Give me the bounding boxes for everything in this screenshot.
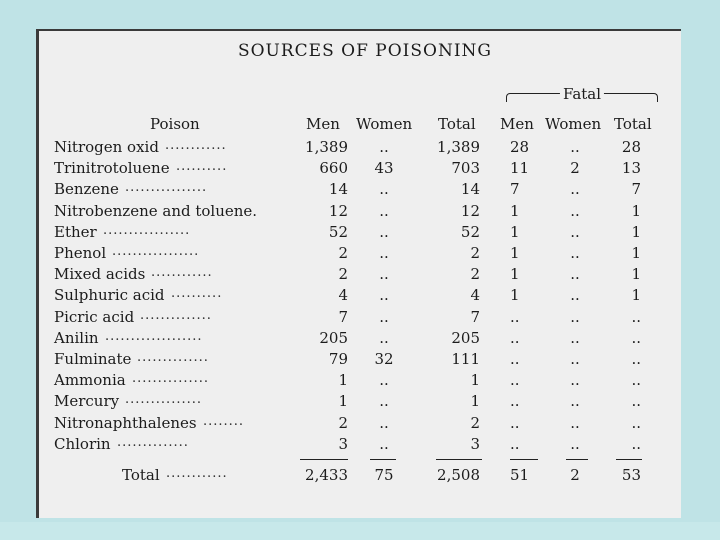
table-row — [0, 202, 680, 222]
row-leader-dots: ................ — [125, 180, 208, 196]
row-fatal-total: .. — [631, 434, 641, 453]
row-women: .. — [379, 328, 389, 347]
row-women: .. — [379, 244, 389, 262]
row-fatal-men: .. — [510, 371, 520, 390]
row-men: 14 — [328, 180, 348, 199]
row-leader-dots: .............. — [137, 350, 209, 365]
row-women: .. — [379, 180, 389, 199]
row-total: 111 — [451, 350, 480, 368]
row-total: 4 — [470, 286, 480, 305]
row-women: .. — [379, 201, 389, 220]
table-row — [0, 180, 680, 200]
row-fatal-total: 1 — [631, 244, 641, 262]
row-total: 14 — [460, 180, 480, 199]
row-fatal-men: 1 — [510, 244, 520, 262]
row-poison-name: Mercury — [54, 392, 120, 411]
row-men: 79 — [328, 350, 348, 368]
row-poison-name: Nitronaphthalenes — [54, 413, 197, 432]
row-fatal-women: .. — [570, 371, 580, 390]
table-row — [0, 371, 680, 391]
table-row — [0, 223, 680, 243]
row-fatal-women: .. — [570, 222, 580, 241]
row-total: 2 — [470, 244, 480, 262]
row-fatal-women: .. — [570, 392, 580, 411]
row-fatal-men: .. — [510, 413, 520, 432]
table-row — [0, 329, 680, 349]
row-men: 2 — [338, 413, 348, 432]
row-women: .. — [379, 286, 389, 305]
row-fatal-men: 1 — [510, 286, 520, 305]
rule-fatal-total — [616, 459, 642, 460]
row-women: .. — [379, 392, 389, 411]
header-poison: Poison — [150, 115, 200, 133]
row-poison-name: Ether — [54, 222, 97, 241]
row-fatal-women: .. — [570, 413, 580, 432]
totals-fatal-men: 51 — [510, 466, 530, 484]
row-fatal-total: 13 — [621, 159, 641, 178]
row-total: 1 — [470, 392, 480, 411]
header-fatal-women: Women — [545, 115, 602, 133]
row-leader-dots: .............. — [117, 434, 189, 450]
row-leader-dots: ................... — [105, 328, 203, 344]
row-fatal-men: 1 — [510, 201, 520, 220]
row-fatal-total: 1 — [631, 201, 641, 220]
row-women: .. — [379, 413, 389, 432]
row-leader-dots: ............... — [125, 392, 202, 408]
row-fatal-men: 11 — [510, 159, 530, 178]
header-men: Men — [306, 115, 340, 133]
row-fatal-total: .. — [631, 371, 641, 390]
totals-women: 75 — [374, 466, 394, 484]
totals-men: 2,433 — [305, 466, 348, 484]
row-total: 703 — [451, 159, 480, 178]
row-fatal-total: 1 — [631, 222, 641, 241]
row-women: .. — [379, 434, 389, 453]
row-men: 205 — [319, 328, 348, 347]
table-row — [0, 308, 680, 328]
row-women: .. — [379, 222, 389, 241]
header-women: Women — [356, 115, 413, 133]
header-fatal-total: Total — [614, 115, 652, 133]
rule-women — [370, 459, 396, 460]
row-women: .. — [379, 138, 389, 156]
row-women: 43 — [374, 159, 394, 178]
row-poison-name: Picric acid — [54, 307, 135, 326]
rule-fatal-men — [510, 459, 538, 460]
row-men: 52 — [328, 222, 348, 241]
row-total: 7 — [470, 307, 480, 326]
row-men: 7 — [338, 307, 348, 326]
row-leader-dots: .............. — [140, 307, 212, 323]
row-total: 2 — [470, 265, 480, 284]
header-fatal: Fatal — [560, 85, 604, 103]
row-fatal-women: .. — [570, 350, 580, 368]
row-women: .. — [379, 371, 389, 390]
row-fatal-men: 28 — [510, 138, 530, 156]
row-total: 12 — [460, 201, 480, 220]
row-poison-name: Benzene — [54, 180, 119, 199]
row-poison-name: Trinitrotoluene — [54, 159, 170, 178]
totals-fatal-women: 2 — [570, 466, 580, 484]
table-row — [0, 244, 680, 264]
fatal-group-header — [506, 85, 658, 101]
totals-total: 2,508 — [437, 466, 480, 484]
table-row — [0, 392, 680, 412]
row-fatal-total: 7 — [631, 180, 641, 199]
row-fatal-men: .. — [510, 350, 520, 368]
row-men: 660 — [319, 159, 348, 178]
row-fatal-women: .. — [570, 244, 580, 262]
row-fatal-men: .. — [510, 434, 520, 453]
rule-fatal-women — [566, 459, 588, 460]
row-fatal-total: 28 — [621, 138, 641, 156]
row-leader-dots: ................. — [103, 222, 191, 238]
row-fatal-women: .. — [570, 201, 580, 220]
row-fatal-women: .. — [570, 138, 580, 156]
row-leader-dots: .......... — [176, 159, 228, 175]
table-row — [0, 435, 680, 455]
row-fatal-men: 7 — [510, 180, 520, 199]
row-fatal-men: .. — [510, 328, 520, 347]
table-row — [0, 138, 680, 158]
row-leader-dots: ................. — [112, 244, 200, 259]
row-fatal-total: .. — [631, 350, 641, 368]
row-fatal-women: .. — [570, 307, 580, 326]
row-total: 52 — [460, 222, 480, 241]
row-fatal-women: .. — [570, 434, 580, 453]
row-men: 1 — [338, 371, 348, 390]
row-fatal-total: .. — [631, 328, 641, 347]
row-fatal-men: .. — [510, 392, 520, 411]
row-total: 3 — [470, 434, 480, 453]
row-fatal-total: .. — [631, 307, 641, 326]
row-fatal-men: 1 — [510, 265, 520, 284]
row-leader-dots: ............... — [132, 371, 209, 387]
row-men: 2 — [338, 265, 348, 284]
row-fatal-men: 1 — [510, 222, 520, 241]
totals-row — [0, 466, 680, 488]
slide-bottom-strip — [0, 522, 720, 540]
row-women: .. — [379, 307, 389, 326]
row-men: 1,389 — [305, 138, 348, 156]
row-total: 2 — [470, 413, 480, 432]
header-fatal-men: Men — [500, 115, 534, 133]
row-women: 32 — [374, 350, 394, 368]
rule-total — [436, 459, 482, 460]
row-poison-name: Anilin — [54, 328, 99, 347]
row-fatal-women: .. — [570, 265, 580, 284]
row-men: 3 — [338, 434, 348, 453]
table-title: SOURCES OF POISONING — [237, 41, 493, 61]
row-fatal-total: .. — [631, 413, 641, 432]
table-row — [0, 159, 680, 179]
row-total: 1 — [470, 371, 480, 390]
row-men: 1 — [338, 392, 348, 411]
row-men: 4 — [338, 286, 348, 305]
table-row — [0, 265, 680, 285]
row-fatal-women: 2 — [570, 159, 580, 178]
totals-label: Total — [122, 466, 160, 484]
row-poison-name: Mixed acids — [54, 265, 146, 284]
row-men: 12 — [328, 201, 348, 220]
row-fatal-women: .. — [570, 180, 580, 199]
row-poison-name: Nitrobenzene and toluene. — [54, 201, 258, 220]
row-leader-dots: ............ — [165, 138, 227, 153]
row-leader-dots: .......... — [171, 286, 223, 302]
totals-fatal-total: 53 — [621, 466, 641, 484]
row-fatal-women: .. — [570, 286, 580, 305]
row-poison-name: Sulphuric acid — [54, 286, 165, 305]
row-poison-name: Phenol — [54, 244, 107, 262]
row-total: 205 — [451, 328, 480, 347]
row-poison-name: Chlorin — [54, 434, 111, 453]
table-row — [0, 350, 680, 370]
table-row — [0, 414, 680, 434]
row-fatal-men: .. — [510, 307, 520, 326]
row-women: .. — [379, 265, 389, 284]
row-poison-name: Nitrogen oxid — [54, 138, 159, 156]
row-fatal-women: .. — [570, 328, 580, 347]
row-poison-name: Fulminate — [54, 350, 132, 368]
header-total: Total — [438, 115, 476, 133]
row-fatal-total: .. — [631, 392, 641, 411]
row-fatal-total: 1 — [631, 286, 641, 305]
table-row — [0, 286, 680, 306]
row-poison-name: Ammonia — [54, 371, 126, 390]
row-total: 1,389 — [437, 138, 480, 156]
row-fatal-total: 1 — [631, 265, 641, 284]
row-leader-dots: ........ — [203, 413, 245, 429]
row-leader-dots: ............ — [151, 265, 213, 281]
rule-men — [300, 459, 348, 460]
row-men: 2 — [338, 244, 348, 262]
totals-dots: ............ — [166, 466, 228, 481]
